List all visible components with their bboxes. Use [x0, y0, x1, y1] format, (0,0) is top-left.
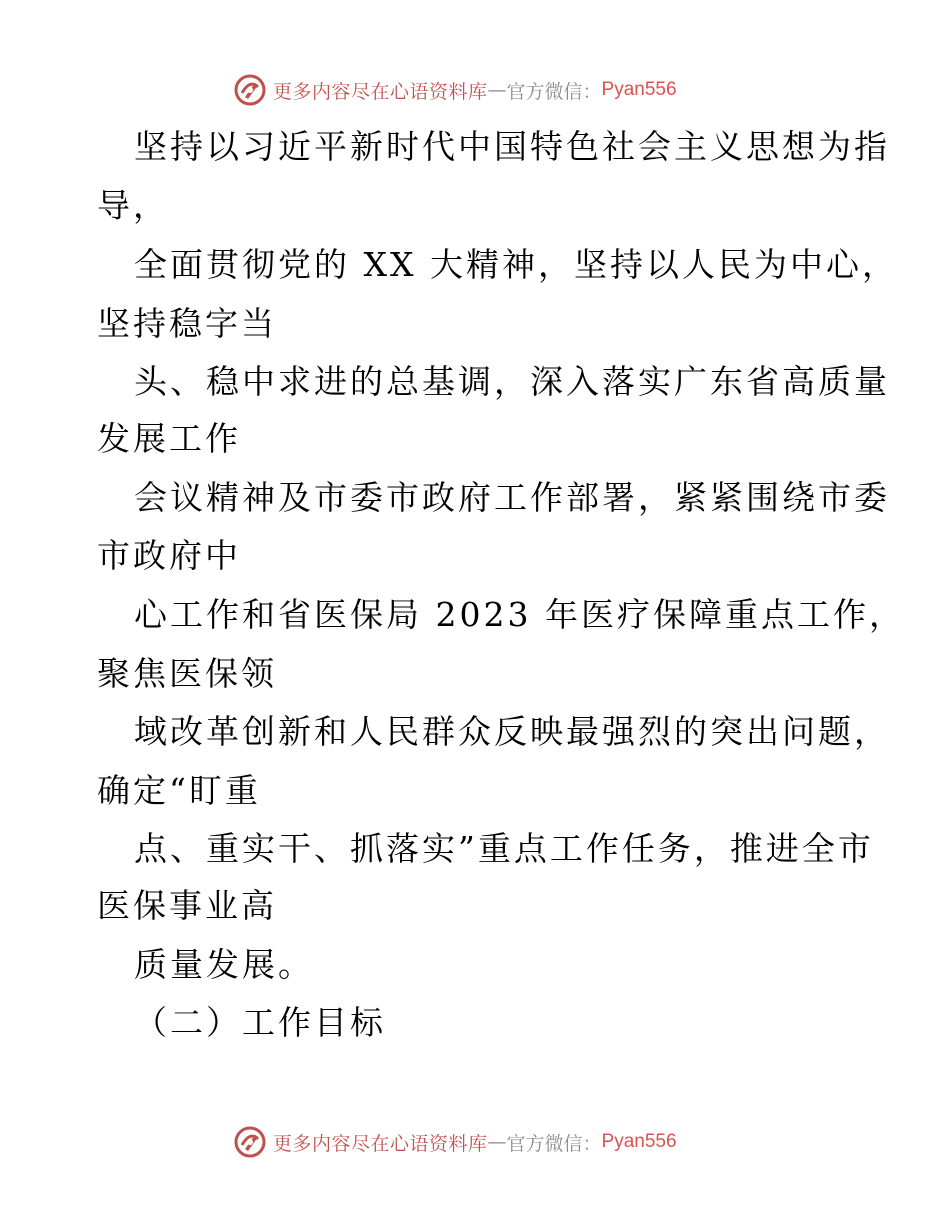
watermark-wechat-id: Pyan556	[601, 79, 677, 100]
text-line: 确定“盯重	[97, 771, 261, 810]
watermark-brand-text: 更多内容尽在心语资料库	[273, 1132, 488, 1155]
watermark-label: 官方微信：	[506, 1132, 602, 1155]
footer-watermark	[0, 1122, 950, 1162]
text-line: 坚持以习近平新时代中国特色社会主义思想为指	[134, 127, 890, 166]
watermark-brand-text: 更多内容尽在心语资料库	[273, 80, 488, 103]
text-line: 医保事业高	[97, 886, 277, 925]
text-line: 聚焦医保领	[97, 654, 277, 693]
text-line: 点、重实干、抓落实”重点工作任务，推进全市	[134, 829, 874, 868]
text-line: 坚持稳字当	[97, 304, 277, 343]
text-line: 头、稳中求进的总基调，深入落实广东省高质量	[134, 362, 890, 401]
text-line: 会议精神及市委市政府工作部署，紧紧围绕市委	[134, 478, 890, 517]
section-heading: （二）工作目标	[134, 1003, 386, 1042]
text-line: 域改革创新和人民群众反映最强烈的突出问题，	[134, 712, 890, 751]
brand-logo-icon	[233, 1125, 267, 1159]
text-line: 质量发展。	[134, 945, 314, 984]
watermark-separator: —	[487, 1131, 507, 1153]
text-line: 全面贯彻党的 XX 大精神，坚持以人民为中心，	[134, 245, 898, 284]
text-line: 心工作和省医保局 2023 年医疗保障重点工作，	[134, 595, 905, 634]
watermark-wechat-id: Pyan556	[601, 1131, 677, 1152]
watermark-separator: —	[487, 79, 507, 101]
text-line: 导，	[97, 186, 169, 225]
text-line: 发展工作	[97, 419, 241, 458]
header-watermark	[0, 70, 950, 110]
text-line: 市政府中	[97, 536, 241, 575]
watermark-label: 官方微信：	[506, 80, 602, 103]
brand-logo-icon	[233, 73, 267, 107]
